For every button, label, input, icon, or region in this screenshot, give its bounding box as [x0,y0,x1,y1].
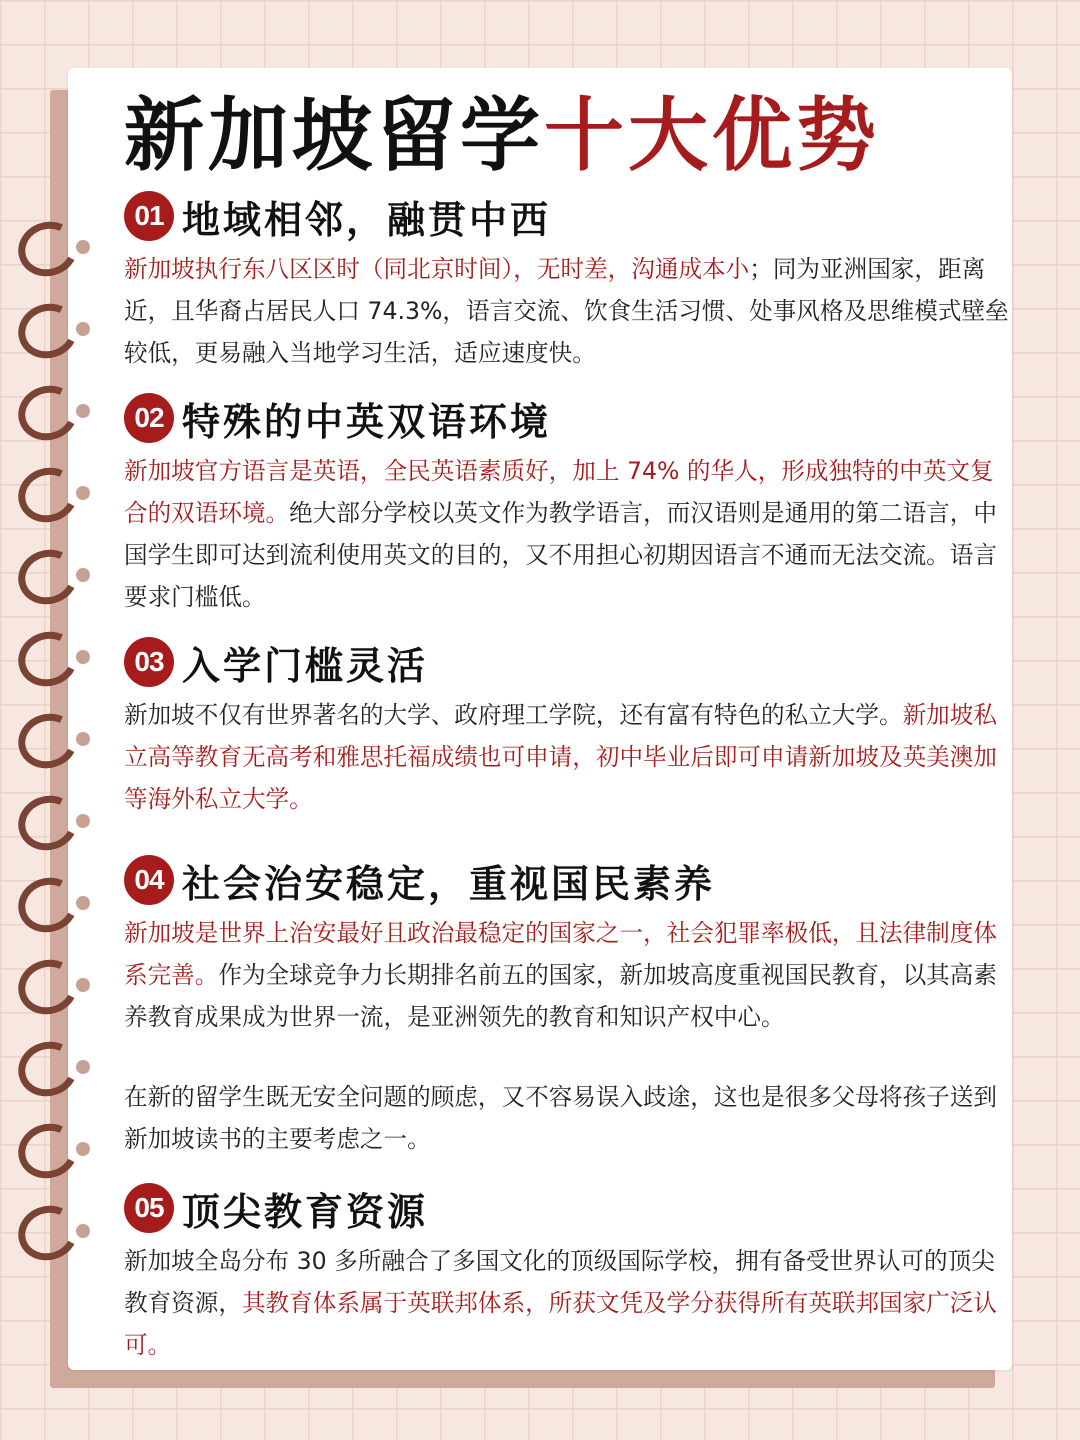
spiral-ring [11,542,85,612]
section-title: 入学门槛灵活 [182,643,429,688]
binding-hole [76,1060,90,1074]
section-body [124,912,1010,1038]
spiral-ring [11,214,85,284]
number-badge: 04 [124,855,174,905]
highlight-text: 新加坡执行东八区区时（同北京时间），无时差，沟通成本小 [124,255,750,283]
section-heading [124,636,1010,688]
spiral-ring [11,870,85,940]
section-body [124,248,1010,374]
number-badge: 03 [124,637,174,687]
number-badge: 02 [124,393,174,443]
spiral-ring [11,1198,85,1268]
binding-hole [76,650,90,664]
body-text: 作为全球竞争力长期排名前五的国家，新加坡高度重视国民教育，以其高素养教育成果成为世界一流，是亚洲领先的教育和知识产权中心。 [124,961,997,1031]
number-badge: 05 [124,1183,174,1233]
section-title: 地域相邻，融贯中西 [182,197,552,242]
section-03 [124,636,1010,820]
body-text: ；同为亚洲国家，距离近，且华裔占居民人口 74.3%，语言交流、饮食生活习惯、处事风格及思维模式壁垒较低，更易融入当地学习生活，适应速度快。 [124,255,1009,367]
binding-hole [76,322,90,336]
binding-hole [76,978,90,992]
section-04 [124,854,1010,1038]
highlight-text: 其教育体系属于英联邦体系，所获文凭及学分获得所有英联邦国家广泛认可。 [124,1289,997,1359]
spiral-ring [11,460,85,530]
section-01 [124,190,1010,374]
section-02 [124,392,1010,618]
section-04-extra-paragraph: 在新的留学生既无安全问题的顾虑，又不容易误入歧途，这也是很多父母将孩子送到新加坡读书的主要考虑之一。 [124,1083,997,1153]
binding-hole [76,1142,90,1156]
highlight-text: 新加坡是世界上治安最好且政治最稳定的国家之一，社会犯罪率极低，且法律制度体系完善。 [124,919,997,989]
section-heading [124,392,1010,444]
section-body [124,694,1010,820]
number-badge: 01 [124,191,174,241]
body-text: 新加坡全岛分布 30 多所融合了多国文化的顶级国际学校，拥有备受世界认可的顶尖教育资源， [124,1247,995,1317]
section-title: 社会治安稳定，重视国民素养 [182,861,716,906]
binding-hole [76,732,90,746]
body-text: 新加坡不仅有世界著名的大学、政府理工学院，还有富有特色的私立大学。 [124,701,903,729]
title-red: 十大优势 [544,89,880,182]
binding-hole [76,1224,90,1238]
spiral-ring [11,1116,85,1186]
spiral-ring [11,706,85,776]
binding-hole [76,486,90,500]
binding-hole [76,568,90,582]
highlight-text: 新加坡私立高等教育无高考和雅思托福成绩也可申请，初中毕业后即可申请新加坡及英美澳加等海外私立大学。 [124,701,997,813]
spiral-ring [11,624,85,694]
spiral-ring [11,378,85,448]
section-heading [124,854,1010,906]
section-05 [124,1182,1010,1366]
spiral-ring [11,788,85,858]
section-body [124,1240,1010,1366]
title-black: 新加坡留学 [124,89,544,182]
section-heading [124,190,1010,242]
binding-hole [76,896,90,910]
section-title: 特殊的中英双语环境 [182,399,552,444]
body-text: 绝大部分学校以英文作为教学语言，而汉语则是通用的第二语言，中国学生即可达到流利使用英文的目的，又不用担心初期因语言不通而无法交流。语言要求门槛低。 [124,499,997,611]
section-title: 顶尖教育资源 [182,1189,429,1234]
binding-hole [76,240,90,254]
page-title [124,88,880,184]
spiral-ring [11,296,85,366]
section-body [124,450,1010,618]
spiral-binding [18,222,108,1282]
binding-hole [76,814,90,828]
spiral-ring [11,952,85,1022]
binding-hole [76,404,90,418]
highlight-text: 新加坡官方语言是英语，全民英语素质好，加上 74% 的华人，形成独特的中英文复合的双语环境。 [124,457,994,527]
spiral-ring [11,1034,85,1104]
section-heading [124,1182,1010,1234]
